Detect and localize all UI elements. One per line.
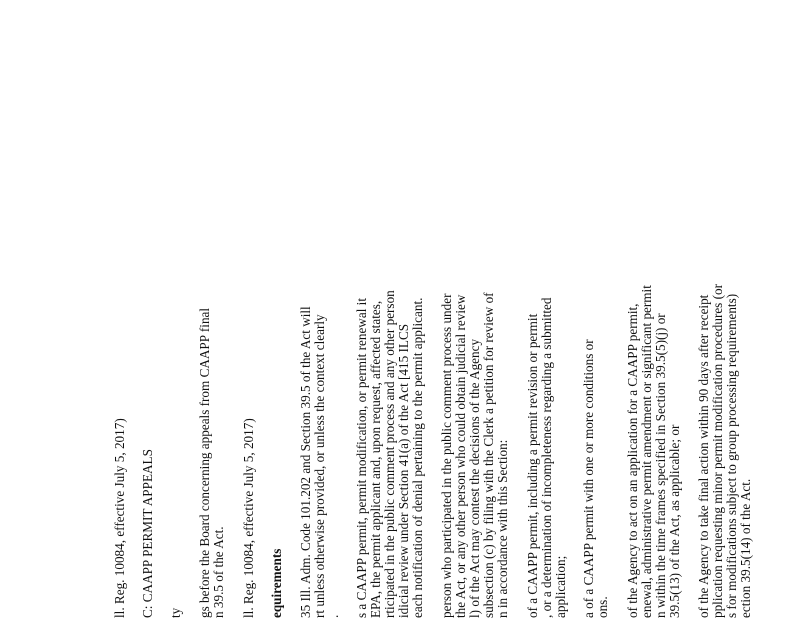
text-line: of the Agency to take final action within 90 days after receipt — [696, 294, 711, 618]
text-line: n in accordance with this Section: — [495, 439, 510, 618]
text-line: of a CAAPP permit, including a permit revision or permit — [525, 313, 540, 618]
text-line: ll. Reg. 10084, effective July 5, 2017) — [241, 418, 256, 618]
text-line: enewal, administrative permit amendment or significant permit — [639, 285, 654, 618]
text-line: ons. — [595, 596, 610, 618]
text-line: ty — [168, 607, 183, 618]
text-line: ll. Reg. 10084, effective July 5, 2017) — [112, 418, 127, 618]
text-line: rticipated in the public comment process and any other person — [382, 290, 397, 618]
text-line: pplication requesting minor permit modification procedures (or — [710, 284, 725, 618]
text-line: ection 39.5(14) of the Act. — [738, 478, 753, 618]
text-line: subsection (c) by filing with the Clerk a petition for review of — [481, 292, 496, 618]
text-line: 39.5(13) of the Act, as applicable; or — [667, 424, 682, 618]
text-line: each notification of denial pertaining to the permit applicant. — [410, 297, 425, 618]
text-line: n 39.5 of the Act. — [211, 526, 226, 618]
text-line: n within the time frames specified in Section 39.5(5)(j) or — [653, 313, 668, 618]
text-line: , or a determination of incompleteness regarding a submitted — [539, 297, 554, 618]
rotated-document-text — [111, 118, 753, 618]
text-line: 35 Ill. Adm. Code 101.202 and Section 39.5 of the Act will — [298, 306, 313, 618]
text-line: s for modifications subject to group processing requirements) — [724, 293, 739, 618]
text-line: person who participated in the public comment process under — [439, 293, 454, 618]
text-line: l) of the Act may contest the decisions of the Agency — [467, 338, 482, 618]
text-line: . — [326, 614, 341, 618]
text-line: the Act, or any other person who could obtain judicial review — [453, 294, 468, 618]
text-line: EPA, the permit applicant and, upon request, affected states, — [368, 300, 383, 618]
section-heading: C: CAAPP PERMIT APPEALS — [140, 449, 155, 618]
subsection-heading: equirements — [269, 548, 284, 618]
text-line: rt unless otherwise provided, or unless the context clearly — [312, 314, 327, 618]
text-line: idicial review under Section 41(a) of the Act [415 ILCS — [396, 323, 411, 618]
text-line: application; — [553, 555, 568, 618]
text-line: gs before the Board concerning appeals from CAAPP final — [197, 307, 212, 618]
text-line: a of a CAAPP permit with one or more conditions or — [581, 339, 596, 618]
text-line: of the Agency to act on an application for a CAAPP permit, — [625, 303, 640, 618]
text-line: s a CAAPP permit, permit modification, or permit renewal it — [354, 298, 369, 618]
